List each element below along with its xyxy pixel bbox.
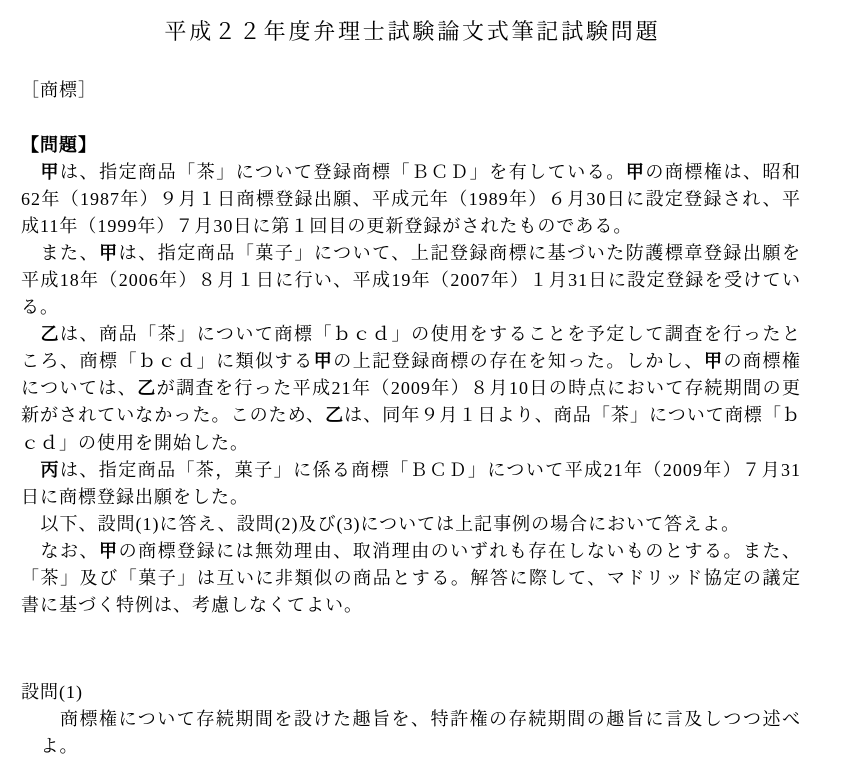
problem-paragraph xyxy=(21,538,801,619)
text-line xyxy=(21,565,801,592)
text-line xyxy=(21,402,801,429)
text-line xyxy=(21,240,801,267)
text-run: の商標権は、昭和 xyxy=(645,161,802,182)
text-line xyxy=(21,538,801,565)
text-line xyxy=(21,592,801,619)
party-name: 乙 xyxy=(137,378,157,400)
party-name: 甲 xyxy=(99,540,119,562)
text-line xyxy=(21,348,801,375)
text-line xyxy=(21,375,801,402)
party-name: 甲 xyxy=(40,161,61,183)
text-line: 商標権について存続期間を設けた趣旨を、特許権の存続期間の趣旨に言及しつつ述べ xyxy=(60,708,801,729)
question-text xyxy=(21,706,801,760)
text-run: 62年（1987年）９月１日商標登録出願、平成元年（1989年）６月30日に設定登録され、平 xyxy=(21,188,801,209)
text-line xyxy=(21,186,801,213)
text-run: は、指定商品「茶，菓子」に係る商標「ＢＣＤ」について平成21年（2009年）７月31 xyxy=(59,459,802,480)
text-run: ｃｄ」の使用を開始した。 xyxy=(21,432,249,453)
text-run: は、商品「茶」について商標「ｂｃｄ」の使用をすることを予定して調査を行ったと xyxy=(60,324,802,345)
problem-paragraph xyxy=(21,321,801,456)
problem-section xyxy=(21,132,801,620)
text-run: は、指定商品「茶」について登録商標「ＢＣＤ」を有している。 xyxy=(60,161,626,182)
party-name: 乙 xyxy=(325,405,345,427)
text-line xyxy=(21,267,801,294)
party-name: 甲 xyxy=(703,351,724,373)
text-run: が調査を行った平成21年（2009年）８月10日の時点において存続期間の更 xyxy=(156,378,802,399)
text-run: なお、 xyxy=(40,540,100,561)
party-name: 甲 xyxy=(313,351,334,373)
text-run: また、 xyxy=(40,242,100,263)
problem-paragraph xyxy=(21,511,801,538)
text-run: る。 xyxy=(21,297,59,318)
problem-paragraph xyxy=(21,240,801,321)
text-line xyxy=(21,457,801,484)
text-run: 日に商標登録出願をした。 xyxy=(21,486,249,507)
text-line xyxy=(21,430,801,457)
text-run: は、同年９月１日より、商品「茶」について商標「ｂ xyxy=(344,405,802,426)
text-run: については、 xyxy=(21,378,138,399)
text-run: の商標権 xyxy=(723,351,802,372)
text-line xyxy=(21,321,801,348)
text-run: の商標登録には無効理由、取消理由のいずれも存在しないものとする。また、 xyxy=(118,540,802,561)
subject-label: ［商標］ xyxy=(21,79,97,100)
party-name: 甲 xyxy=(99,242,119,264)
text-run: ころ、商標「ｂｃｄ」に類似する xyxy=(21,351,314,372)
party-name: 甲 xyxy=(625,161,646,183)
text-run: の上記登録商標の存在を知った。しかし、 xyxy=(333,351,704,372)
problem-body xyxy=(21,159,801,620)
text-line xyxy=(21,159,801,186)
text-run: 平成18年（2006年）８月１日に行い、平成19年（2007年）１月31日に設定登録を受けてい xyxy=(21,269,801,290)
text-line: よ。 xyxy=(40,735,79,756)
problem-paragraph xyxy=(21,159,801,240)
text-run: 「茶」及び「菓子」は互いに非類似の商品とする。解答に際して、マドリッド協定の議定 xyxy=(21,568,801,588)
text-line xyxy=(21,511,801,538)
text-run: 成11年（1999年）７月30日に第１回目の更新登録がされたものである。 xyxy=(21,215,633,236)
question-heading: 設問(1) xyxy=(21,681,83,702)
party-name: 丙 xyxy=(40,459,60,481)
page-title: 平成２２年度弁理士試験論文式筆記試験問題 xyxy=(164,19,661,44)
text-line xyxy=(21,294,801,321)
text-line xyxy=(21,484,801,511)
text-line xyxy=(21,213,801,240)
text-run: 新がされていなかった。このため、 xyxy=(21,405,326,426)
text-run: 書に基づく特例は、考慮しなくてよい。 xyxy=(21,595,363,616)
problem-heading: 【問題】 xyxy=(21,134,97,156)
problem-paragraph xyxy=(21,457,801,511)
text-run: は、指定商品「菓子」について、上記登録商標に基づいた防護標章登録出願を xyxy=(118,242,802,263)
question-section xyxy=(21,679,801,760)
text-run: 以下、設問(1)に答え、設問(2)及び(3)については上記事例の場合において答えよ。 xyxy=(40,513,741,534)
party-name: 乙 xyxy=(40,324,61,346)
